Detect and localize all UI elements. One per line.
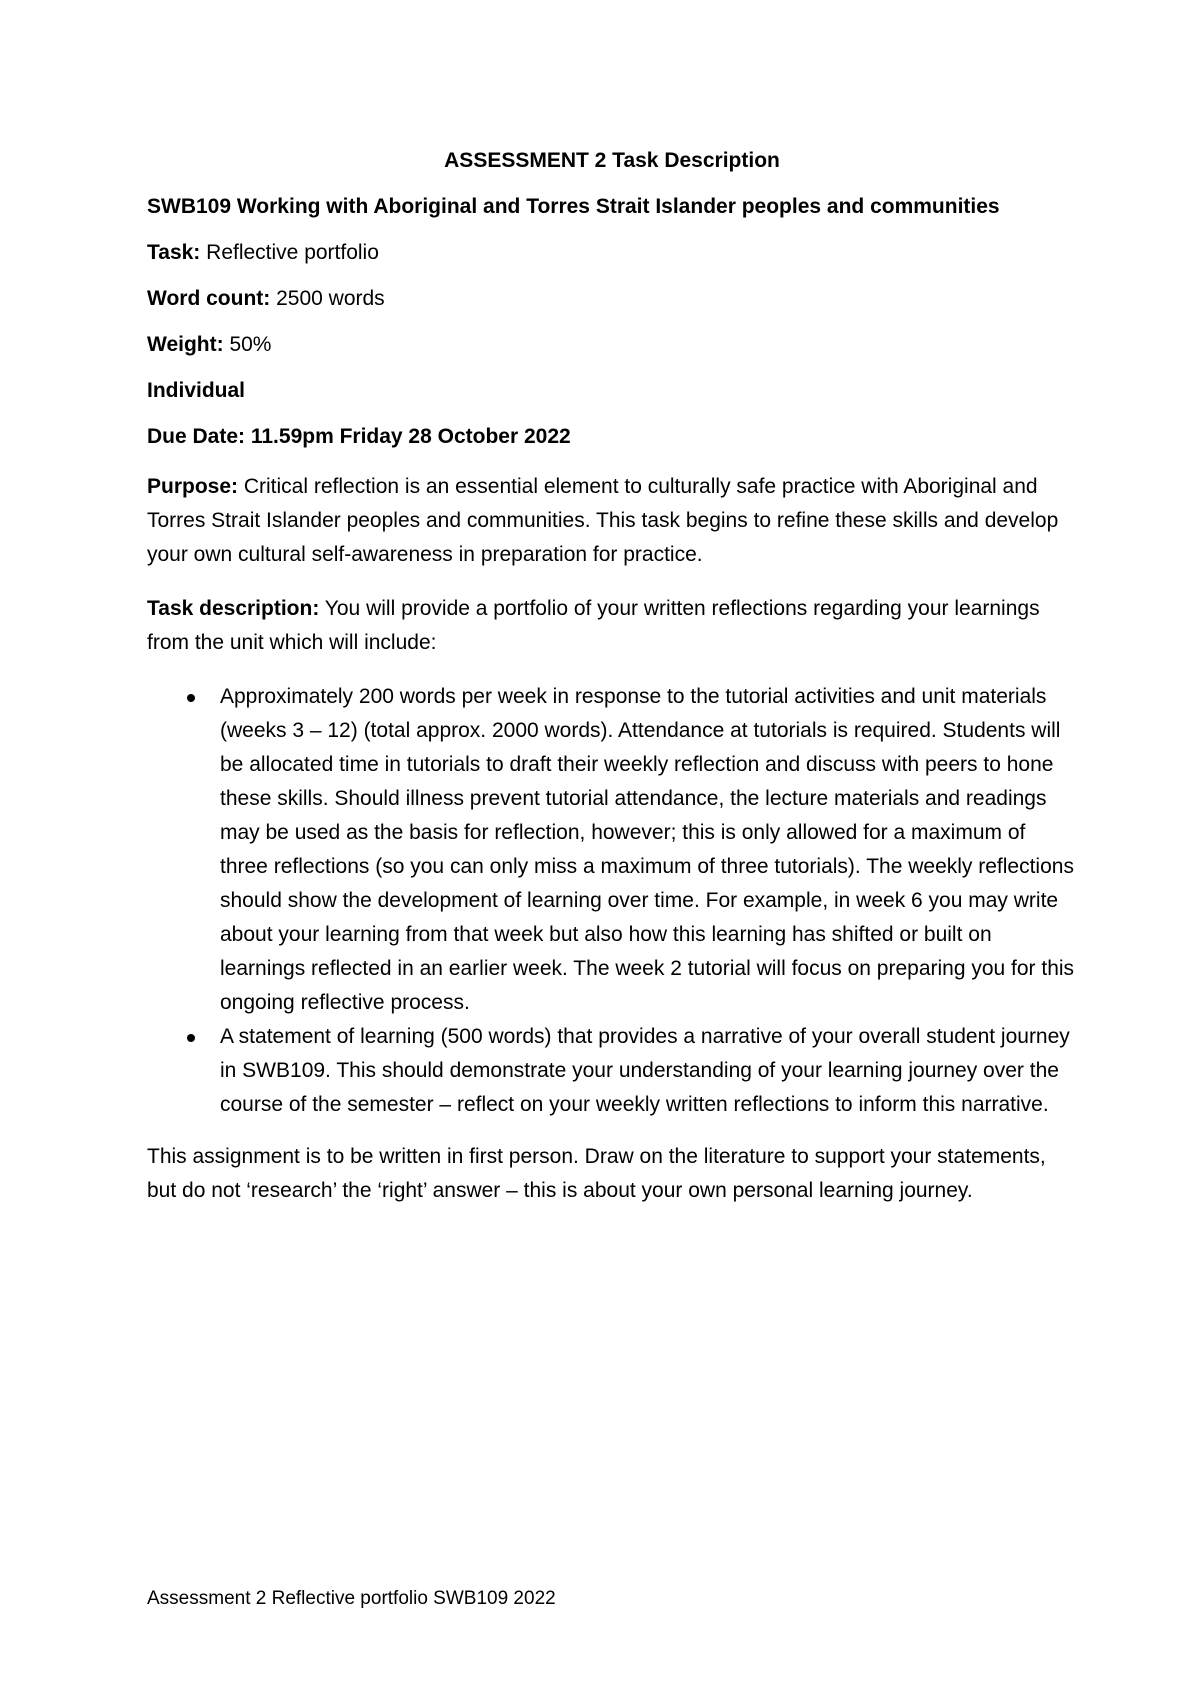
list-item-text: A statement of learning (500 words) that provides a narrative of your overall student journey in SWB109. This should demonstrate your understanding of your learning journey over the course of the semester – reflect on your weekly written reflections to inform this narrative. <box>220 1025 1070 1116</box>
requirements-list <box>147 680 1077 1122</box>
task-description-label: Task description: <box>147 597 320 620</box>
list-item <box>147 1020 1077 1122</box>
purpose-paragraph <box>147 470 1077 572</box>
bullet-icon <box>187 1034 195 1042</box>
weight-line <box>147 332 1077 358</box>
task-value: Reflective portfolio <box>206 241 379 264</box>
individual-line: Individual <box>147 379 246 402</box>
purpose-label: Purpose: <box>147 475 239 498</box>
document-body <box>147 148 1077 1228</box>
task-line <box>147 240 1077 266</box>
weight-label: Weight: <box>147 333 224 356</box>
task-description-paragraph <box>147 592 1077 660</box>
weight-value: 50% <box>229 333 272 356</box>
word-count-line <box>147 286 1077 312</box>
word-count-value: 2500 words <box>276 287 385 310</box>
list-item <box>147 680 1077 1020</box>
page-footer: Assessment 2 Reflective portfolio SWB109 2022 <box>147 1588 556 1609</box>
bullet-icon <box>187 694 195 702</box>
due-date-line: Due Date: 11.59pm Friday 28 October 2022 <box>147 425 571 448</box>
unit-heading: SWB109 Working with Aboriginal and Torres Strait Islander peoples and communities <box>147 195 1000 218</box>
task-description-text: You will provide a portfolio of your written reflections regarding your learnings from the unit which will include: <box>147 597 1040 654</box>
list-item-text: Approximately 200 words per week in response to the tutorial activities and unit materials (weeks 3 – 12) (total approx. 2000 words). Attendance at tutorials is required. Students will be allocated time in tutorials to draft their weekly reflection and discuss with peers to hone these skills. Should illness prevent tutorial attendance, the lecture materials and readings may be used as the basis for reflection, however; this is only allowed for a maximum of three reflections (so you can only miss a maximum of three tutorials). The weekly reflections should show the development of learning over time. For example, in week 6 you may write about your learning from that week but also how this learning has shifted or built on learnings reflected in an earlier week. The week 2 tutorial will focus on preparing you for this ongoing reflective process. <box>220 685 1075 1014</box>
document-title: ASSESSMENT 2 Task Description <box>444 149 780 172</box>
closing-paragraph: This assignment is to be written in first person. Draw on the literature to support your statements, but do not ‘research’ the ‘right’ answer – this is about your own personal learning journey. <box>147 1145 1046 1202</box>
purpose-text: Critical reflection is an essential element to culturally safe practice with Aboriginal and Torres Strait Islander peoples and communities. This task begins to refine these skills and develop your own cultural self-awareness in preparation for practice. <box>147 475 1059 566</box>
word-count-label: Word count: <box>147 287 271 310</box>
task-label: Task: <box>147 241 201 264</box>
